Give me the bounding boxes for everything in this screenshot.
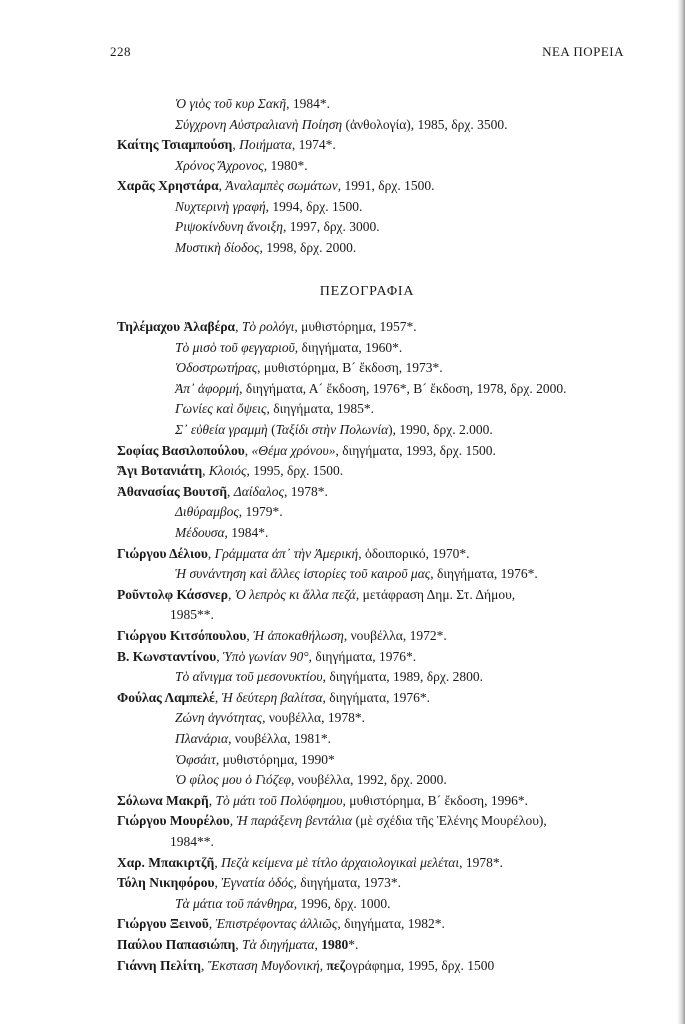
entry-detail: , (214, 875, 222, 891)
work-title: Ἡ παράξενη βεντάλια (236, 813, 353, 829)
author-name: Τηλέμαχου Ἀλαβέρα (117, 319, 236, 334)
entry-detail: , 1984*. (286, 96, 330, 111)
entry-detail: (ἀνθολογία), 1985, δρχ. 3500. (342, 116, 508, 132)
entry-detail: , (232, 137, 240, 152)
entry-line (170, 833, 214, 851)
work-title: Διθύραμβος (175, 504, 239, 520)
entry-line (175, 771, 447, 789)
entry-detail: , 1996, δρχ. 1000. (293, 895, 391, 911)
work-title: Ἡ συνάντηση καὶ ἄλλες ἱστορίες τοῦ καιροῦ μας (175, 566, 431, 582)
entry-detail: , (208, 792, 216, 808)
entry-detail: , μυθιστόρημα, Β´ ἔκδοση, 1996*. (342, 792, 528, 808)
entry-line (117, 648, 416, 666)
work-title: Ὁ λεπρὸς κι ἄλλα πεζά (234, 586, 356, 602)
entry-detail: , 1979*. (238, 504, 283, 520)
author-name: Ἀθανασίας Βουτσῆ (117, 483, 228, 499)
entry-detail: , διηγήματα, Α´ ἔκδοση, 1976*, Β´ ἔκδοση, 1978, δρχ. 2000. (239, 380, 567, 396)
entry-line (170, 606, 214, 624)
author-name: πεζ (326, 957, 346, 973)
work-title: Γωνίες καὶ ὄψεις (175, 401, 267, 417)
work-title: Πεζὰ κείμενα μὲ τίτλο ἀρχαιολογικαὶ μελέται (221, 854, 460, 870)
work-title: Ἐπιστρέφοντας ἀλλιῶς (215, 916, 338, 932)
page-header (110, 44, 624, 62)
work-title: Πλανάρια (175, 731, 229, 746)
entry-detail: , (229, 813, 237, 829)
work-title: Ὀφσάιτ (175, 751, 216, 767)
entry-detail: , μετάφραση Δημ. Στ. Δήμου, (355, 586, 516, 602)
work-title: Ταξίδι στὴν Πολωνία (275, 422, 389, 437)
entry-line (117, 177, 434, 195)
author-name: Ἄγι Βοτανιάτη (117, 463, 203, 479)
entry-detail: , 1995, δρχ. 1500. (246, 463, 344, 479)
work-title: Ἡ ἀποκαθήλωση (253, 628, 344, 643)
entry-detail: , νουβέλλα, 1978*. (262, 710, 365, 726)
author-name: Σόλωνα Μακρῆ (117, 792, 209, 808)
work-title: Σ᾽ εὐθεία γραμμὴ (175, 422, 268, 437)
entry-detail: , (235, 319, 242, 334)
entry-detail: , διηγήματα, 1985*. (266, 401, 375, 417)
entry-line (117, 318, 417, 336)
entry-detail: , 1974*. (291, 137, 336, 152)
work-title: Μέδουσα (175, 525, 225, 540)
work-title: Ποιήματα (239, 137, 292, 152)
entry-detail: , (214, 689, 222, 705)
work-title: Ἡ δεύτερη βαλίτσα (221, 689, 323, 705)
entry-detail: , ὁδοιπορικό, 1970*. (358, 545, 470, 561)
entry-detail: , διηγήματα, 1976*. (322, 689, 431, 705)
author-name: Γιώργου Κιτσόπουλου (117, 628, 247, 643)
entry-line (117, 442, 496, 460)
entry-detail: , (207, 545, 215, 561)
entry-detail: , (214, 854, 222, 870)
work-title: Ἔκσταση Μυγδονική (207, 957, 320, 973)
entry-line (175, 239, 356, 257)
entry-detail: , (208, 916, 216, 932)
work-title: Ἀναλαμπὲς σωμάτων (225, 178, 338, 193)
entry-detail: , διηγήματα, 1960*. (294, 339, 403, 355)
entry-detail: , (218, 178, 226, 193)
entry-line (117, 915, 445, 933)
entry-detail: , (314, 937, 322, 952)
entry-detail: , διηγήματα, 1982*. (337, 916, 445, 932)
work-title: Τὸ μισὸ τοῦ φεγγαριοῦ (175, 339, 295, 355)
entry-detail: , διηγήματα, 1973*. (293, 875, 401, 891)
entry-line (117, 874, 401, 892)
author-name: Γιώργου Δέλιου (117, 545, 208, 561)
author-name: Φούλας Λαμπελέ (117, 689, 215, 705)
entry-detail: ( (267, 422, 276, 437)
work-title: Ριψοκίνδυνη ἄνοιξη (175, 219, 283, 234)
entry-detail: , (227, 483, 234, 499)
entry-detail: , (319, 957, 327, 973)
author-name: Σοφίας Βασιλοπούλου (117, 442, 245, 458)
work-title: Κλοιός (208, 463, 247, 479)
entry-line (175, 503, 283, 521)
work-title: Ἐγνατία ὁδός (221, 875, 294, 891)
entry-detail: , διηγήματα, 1976*. (430, 566, 538, 582)
entry-line (117, 792, 528, 810)
work-title: Μυστικὴ δίοδος (175, 239, 260, 255)
entry-detail: , (235, 937, 242, 952)
author-name: Γιώργου Ξεινοῦ (117, 916, 209, 932)
entry-line (117, 812, 547, 830)
work-title: Ζώνη ἁγνότητας (175, 710, 263, 726)
entry-line (175, 895, 390, 913)
entry-detail: , νουβέλλα, 1981*. (228, 731, 331, 746)
entry-detail: , μυθιστόρημα, 1990* (215, 751, 335, 767)
author-name: Ροῦντολφ Κάσσνερ (117, 586, 228, 602)
entry-line (175, 524, 268, 542)
entry-line (175, 565, 538, 583)
author-name: Β. Κωνσταντίνου (117, 648, 217, 664)
entry-line (117, 854, 503, 872)
author-name: Χαρᾶς Χρηστάρα (117, 178, 219, 193)
entry-line (175, 751, 335, 769)
entry-line (117, 545, 470, 563)
work-title: Δαίδαλος (233, 483, 284, 499)
entry-line (175, 730, 331, 748)
entry-detail: 1984**. (170, 834, 214, 849)
author-name: 1980 (321, 937, 349, 952)
entry-detail: , (244, 442, 252, 458)
author-name: Παύλου Παπασιώπη (117, 937, 236, 952)
entry-detail: , μυθιστόρημα, Β´ ἔκδοση, 1973*. (257, 360, 443, 376)
author-name: Καίτης Τσιαμπούση (117, 137, 233, 152)
work-title: «Θέμα χρόνου» (251, 442, 336, 458)
work-title: Τὰ διηγήματα (241, 937, 315, 952)
entry-detail: , 1984*. (224, 525, 269, 540)
entry-line (175, 116, 508, 134)
entry-detail: , νουβέλλα, 1992, δρχ. 2000. (291, 772, 447, 788)
work-title: Τὸ μάτι τοῦ Πολύφημου (215, 792, 343, 808)
entry-detail: , 1998, δρχ. 2000. (259, 239, 357, 255)
work-title: Σύγχρονη Αὐστραλιανὴ Ποίηση (175, 116, 343, 132)
entry-detail: , διηγήματα, 1989, δρχ. 2800. (322, 669, 483, 685)
entry-detail: , 1978*. (283, 483, 328, 499)
work-title: Ἀπ᾽ ἀφορμή (175, 380, 240, 396)
work-title: Χρόνος Ἄχρονος (175, 157, 264, 173)
entry-line (175, 359, 443, 377)
work-title: Τὸ αἴνιγμα τοῦ μεσονυκτίου (175, 669, 323, 685)
entry-detail: , νουβέλλα, 1972*. (343, 628, 447, 643)
entry-detail: , διηγήματα, 1993, δρχ. 1500. (335, 442, 496, 458)
work-title: Ὁ γιὸς τοῦ κυρ Σακῆ (175, 96, 287, 111)
entry-line (117, 689, 430, 707)
page-edge-shadow (677, 0, 685, 1024)
entry-line (175, 380, 567, 398)
author-name: Γιάννη Πελίτη (117, 957, 201, 973)
entry-line (117, 483, 328, 501)
entry-detail: , (227, 586, 235, 602)
entry-line (175, 339, 402, 357)
entry-line (117, 462, 343, 480)
entry-line (175, 400, 374, 418)
entry-detail: *. (348, 937, 359, 952)
entry-line (175, 198, 362, 216)
entry-line (117, 957, 494, 975)
entry-line (175, 218, 380, 236)
work-title: Γράμματα ἀπ᾽ τὴν Ἀμερική (214, 545, 359, 561)
page-number: 228 (110, 44, 131, 59)
entry-line (175, 157, 308, 175)
entry-line (175, 668, 483, 686)
entry-detail: (μὲ σχέδια τῆς Ἑλένης Μουρέλου), (352, 813, 547, 829)
entry-detail: , διηγήματα, 1976*. (308, 648, 417, 664)
entry-detail: ), 1990, δρχ. 2.000. (388, 422, 493, 437)
entry-detail: , 1994, δρχ. 1500. (265, 198, 363, 214)
entry-detail: ογράφημα, 1995, δρχ. 1500 (345, 957, 495, 973)
author-name: Χαρ. Μπακιρτζῆ (117, 854, 215, 870)
entry-detail: , 1980*. (263, 157, 308, 173)
entry-detail: , μυθιστόρημα, 1957*. (294, 319, 417, 334)
entry-line (175, 421, 493, 439)
author-name: Γιώργου Μουρέλου (117, 813, 230, 829)
entry-line (117, 936, 358, 954)
work-title: Ὁδοστρωτήρας (175, 360, 258, 376)
entry-detail: , 1997, δρχ. 3000. (282, 219, 380, 234)
entry-line (117, 627, 447, 645)
entry-detail: 1985**. (170, 607, 214, 623)
work-title: Νυχτερινὴ γραφή (175, 198, 266, 214)
author-name: Τόλη Νικηφόρου (117, 875, 215, 891)
entry-detail: , (216, 648, 223, 664)
work-title: Ὑπὸ γωνίαν 90° (222, 648, 309, 664)
work-title: Τὰ μάτια τοῦ πάνθηρα (175, 895, 294, 911)
entry-line (117, 586, 515, 604)
entry-detail: , 1991, δρχ. 1500. (337, 178, 435, 193)
entry-detail: , (202, 463, 209, 479)
work-title: Ὁ φίλος μου ὁ Γιόζεφ (175, 772, 292, 788)
entry-line (175, 709, 365, 727)
entry-detail: , 1978*. (459, 854, 503, 870)
entry-detail: , (246, 628, 254, 643)
section-heading: ΠΕΖΟΓΡΑΦΙΑ (319, 284, 415, 299)
work-title: Τὸ ρολόγι (241, 319, 295, 334)
running-head: ΝΕΑ ΠΟΡΕΙΑ (542, 44, 624, 59)
entry-detail: , (200, 957, 208, 973)
entry-line (175, 95, 330, 113)
entry-line (117, 136, 336, 154)
